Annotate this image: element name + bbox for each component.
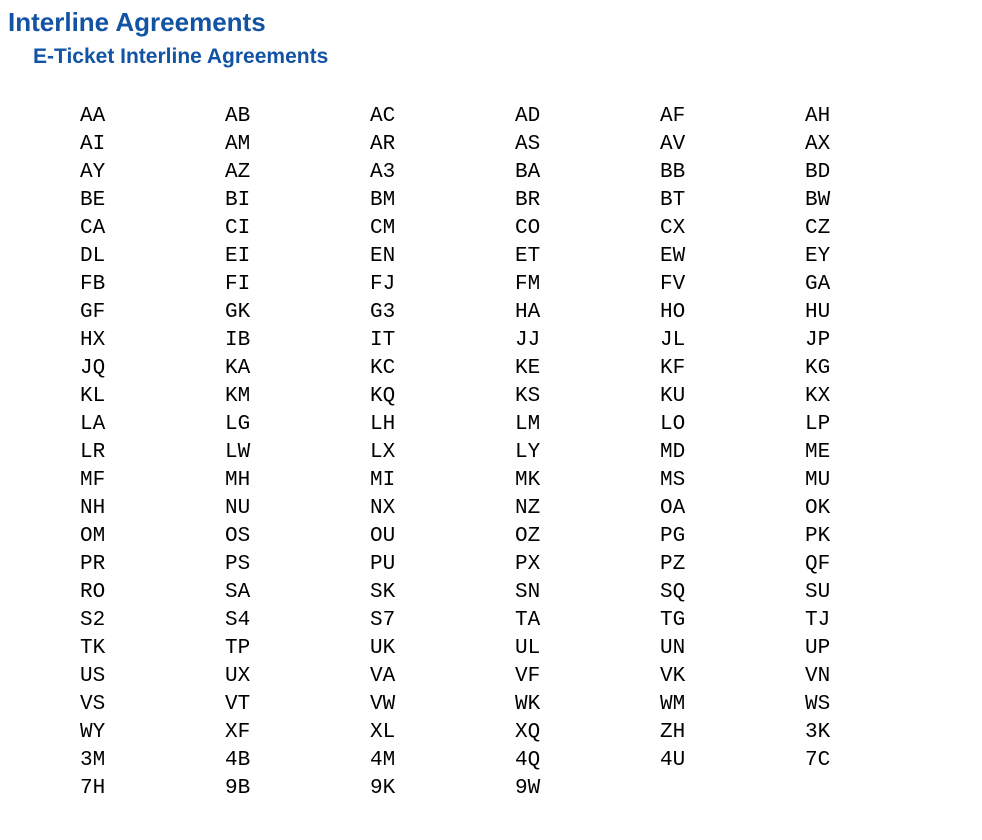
- airline-code: BR: [515, 189, 541, 213]
- airline-code: OM: [80, 525, 106, 549]
- airline-code: WK: [515, 693, 541, 717]
- airline-code: S2: [80, 609, 106, 633]
- airline-code: UN: [660, 637, 686, 661]
- airline-code: BW: [805, 189, 831, 213]
- airline-code: S7: [370, 609, 396, 633]
- airline-code: KG: [805, 357, 831, 381]
- airline-code: PZ: [660, 553, 686, 577]
- airline-code: ZH: [660, 721, 686, 745]
- airline-code: CI: [225, 217, 251, 241]
- airline-code: KM: [225, 385, 251, 409]
- airline-code: PU: [370, 553, 396, 577]
- airline-code: DL: [80, 245, 106, 269]
- airline-code: US: [80, 665, 106, 689]
- airline-code: LG: [225, 413, 251, 437]
- airline-code: JP: [805, 329, 831, 353]
- airline-code: LX: [370, 441, 396, 465]
- airline-code: SK: [370, 581, 396, 605]
- airline-code: 7H: [80, 777, 106, 801]
- airline-code: HU: [805, 301, 831, 325]
- airline-code: SU: [805, 581, 831, 605]
- airline-code: PK: [805, 525, 831, 549]
- airline-code: KL: [80, 385, 106, 409]
- airline-code: BM: [370, 189, 396, 213]
- airline-code: BD: [805, 161, 831, 185]
- airline-code: AZ: [225, 161, 251, 185]
- airline-code: FI: [225, 273, 251, 297]
- airline-code: LW: [225, 441, 251, 465]
- airline-code: A3: [370, 161, 396, 185]
- airline-code: BE: [80, 189, 106, 213]
- airline-code: SA: [225, 581, 251, 605]
- airline-code: VF: [515, 665, 541, 689]
- page-title: Interline Agreements: [8, 7, 266, 37]
- airline-code: OA: [660, 497, 686, 521]
- airline-code: 3M: [80, 749, 106, 773]
- airline-code: PG: [660, 525, 686, 549]
- airline-code: LA: [80, 413, 106, 437]
- airline-code: RO: [80, 581, 106, 605]
- airline-code: ET: [515, 245, 541, 269]
- airline-code: FJ: [370, 273, 396, 297]
- airline-code: AB: [225, 105, 251, 129]
- airline-code: FV: [660, 273, 686, 297]
- airline-code: OK: [805, 497, 831, 521]
- airline-code: 3K: [805, 721, 831, 745]
- airline-code: MF: [80, 469, 106, 493]
- airline-code: AA: [80, 105, 106, 129]
- airline-code: VT: [225, 693, 251, 717]
- airline-code: TJ: [805, 609, 831, 633]
- airline-code: KA: [225, 357, 251, 381]
- airline-code: VK: [660, 665, 686, 689]
- airline-code: KS: [515, 385, 541, 409]
- airline-code: AD: [515, 105, 541, 129]
- airline-code: PR: [80, 553, 106, 577]
- airline-code: AF: [660, 105, 686, 129]
- airline-code: PX: [515, 553, 541, 577]
- airline-code: 7C: [805, 749, 831, 773]
- airline-code: KX: [805, 385, 831, 409]
- airline-code: BB: [660, 161, 686, 185]
- airline-code: CO: [515, 217, 541, 241]
- airline-code: MS: [660, 469, 686, 493]
- airline-code: JJ: [515, 329, 541, 353]
- airline-code: 9K: [370, 777, 396, 801]
- airline-code: PS: [225, 553, 251, 577]
- airline-code: MK: [515, 469, 541, 493]
- airline-code: MU: [805, 469, 831, 493]
- airline-code: BA: [515, 161, 541, 185]
- airline-code: AM: [225, 133, 251, 157]
- airline-code: BI: [225, 189, 251, 213]
- airline-code: GA: [805, 273, 831, 297]
- airline-code: LM: [515, 413, 541, 437]
- airline-code: 4U: [660, 749, 686, 773]
- airline-code: AI: [80, 133, 106, 157]
- airline-code: AC: [370, 105, 396, 129]
- airline-code: GK: [225, 301, 251, 325]
- airline-code: 4B: [225, 749, 251, 773]
- airline-code: EI: [225, 245, 251, 269]
- airline-code: OU: [370, 525, 396, 549]
- section-heading-eticket-interline-agreements: E-Ticket Interline Agreements: [33, 44, 329, 68]
- airline-code: SQ: [660, 581, 686, 605]
- airline-code: KU: [660, 385, 686, 409]
- airline-code: WM: [660, 693, 686, 717]
- airline-code: KE: [515, 357, 541, 381]
- airline-code: ME: [805, 441, 831, 465]
- airline-code: JL: [660, 329, 686, 353]
- airline-code: 4M: [370, 749, 396, 773]
- airline-code: IB: [225, 329, 251, 353]
- airline-code: CM: [370, 217, 396, 241]
- airline-code: WY: [80, 721, 106, 745]
- airline-code: WS: [805, 693, 831, 717]
- airline-code: FM: [515, 273, 541, 297]
- airline-code: S4: [225, 609, 251, 633]
- airline-code: NH: [80, 497, 106, 521]
- airline-code: KQ: [370, 385, 396, 409]
- airline-code: TK: [80, 637, 106, 661]
- airline-code: SN: [515, 581, 541, 605]
- airline-code: KF: [660, 357, 686, 381]
- airline-code: VN: [805, 665, 831, 689]
- airline-code: UP: [805, 637, 831, 661]
- airline-code: LH: [370, 413, 396, 437]
- airline-code: CX: [660, 217, 686, 241]
- airline-code: QF: [805, 553, 831, 577]
- airline-code: XF: [225, 721, 251, 745]
- airline-code: AV: [660, 133, 686, 157]
- airline-code: LO: [660, 413, 686, 437]
- airline-code: EW: [660, 245, 686, 269]
- airline-code: LY: [515, 441, 541, 465]
- airline-code: VW: [370, 693, 396, 717]
- airline-code: UK: [370, 637, 396, 661]
- airline-code: UX: [225, 665, 251, 689]
- airline-code: IT: [370, 329, 396, 353]
- airline-code: AS: [515, 133, 541, 157]
- airline-code: AX: [805, 133, 831, 157]
- airline-code: TA: [515, 609, 541, 633]
- airline-code: OZ: [515, 525, 541, 549]
- airline-code: 9W: [515, 777, 541, 801]
- airline-code: NX: [370, 497, 396, 521]
- airline-code: VS: [80, 693, 106, 717]
- airline-code: 9B: [225, 777, 251, 801]
- airline-code: VA: [370, 665, 396, 689]
- airline-code: NZ: [515, 497, 541, 521]
- airline-codes-grid: [80, 103, 982, 803]
- airline-code: MI: [370, 469, 396, 493]
- airline-code: XQ: [515, 721, 541, 745]
- airline-code: OS: [225, 525, 251, 549]
- airline-code: 4Q: [515, 749, 541, 773]
- airline-code: AH: [805, 105, 831, 129]
- airline-code: TP: [225, 637, 251, 661]
- airline-code: HO: [660, 301, 686, 325]
- airline-code: HA: [515, 301, 541, 325]
- airline-code: TG: [660, 609, 686, 633]
- airline-code: MH: [225, 469, 251, 493]
- airline-code: JQ: [80, 357, 106, 381]
- airline-code: EY: [805, 245, 831, 269]
- airline-code: CZ: [805, 217, 831, 241]
- airline-code: KC: [370, 357, 396, 381]
- airline-code: XL: [370, 721, 396, 745]
- airline-code: G3: [370, 301, 396, 325]
- airline-code: HX: [80, 329, 106, 353]
- airline-code: MD: [660, 441, 686, 465]
- airline-code: NU: [225, 497, 251, 521]
- airline-code: EN: [370, 245, 396, 269]
- airline-code: FB: [80, 273, 106, 297]
- airline-code: GF: [80, 301, 106, 325]
- airline-code: CA: [80, 217, 106, 241]
- airline-code: AR: [370, 133, 396, 157]
- airline-code: BT: [660, 189, 686, 213]
- airline-code: UL: [515, 637, 541, 661]
- airline-code: LR: [80, 441, 106, 465]
- airline-code: LP: [805, 413, 831, 437]
- airline-code: AY: [80, 161, 106, 185]
